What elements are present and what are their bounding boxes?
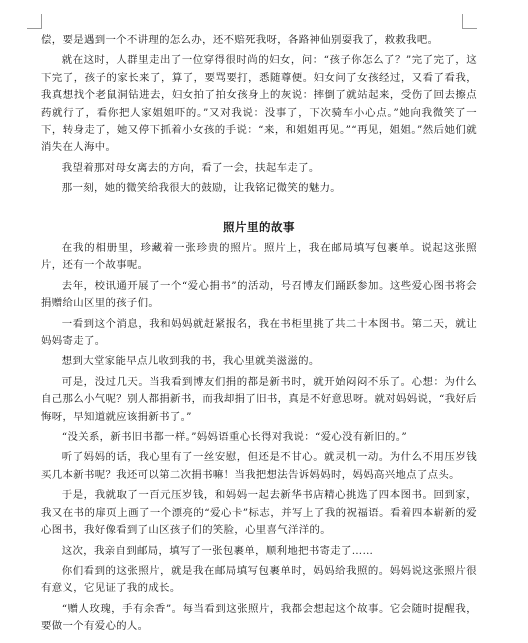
story2-body (41, 240, 477, 639)
story2-paragraph: 可是，没过几天。当我看到博友们捐的都是新书时，就开始闷闷不乐了。心想：为什么自己那么小气呢？别人都捐新书，而我却捐了旧书，真是不好意思呀。就对妈妈说，“我好后悔呀，早知道就应该捐新书了。” (41, 375, 477, 423)
crop-mark-top-left (27, 14, 42, 29)
story2-paragraph: 这次，我亲自到邮局，填写了一张包裹单，顺利地把书寄走了…… (61, 544, 374, 557)
story1-paragraph: 那一刻，她的微笑给我很大的鼓励，让我铭记微笑的魅力。 (61, 182, 342, 195)
story2-paragraph: “赠人玫瑰，手有余香”。每当看到这张照片，我都会想起这个故事。它会随时提醒我，要做一个有爱心的人。 (41, 602, 477, 633)
story2-paragraph: “没关系，新书旧书都一样。”妈妈语重心长得对我说：“爱心没有新旧的。” (61, 431, 408, 444)
story2-paragraph: 想到大堂家能早点儿收到我的书，我心里就美滋滋的。 (61, 355, 320, 368)
story2-paragraph: 你们看到的这张照片，就是我在邮局填写包裹单时，妈妈给我照的。妈妈说这张照片很有意义，它见证了我的成长。 (41, 564, 477, 595)
story1-paragraph: 偿，要是遇到一个不讲理的怎么办，还不赔死我呀，各路神仙别耍我了，救救我吧。 (41, 34, 439, 46)
story1-paragraph: 我望着那对母女离去的方向，看了一会，扶起车走了。 (61, 161, 320, 174)
story2-paragraph: 听了妈妈的话，我心里有了一丝安慰，但还是不甘心。就灵机一动。为什么不用压岁钱买几本新书呢？我还可以第二次捐书嘛！当我把想法告诉妈妈时，妈妈高兴地点了点头。 (41, 451, 477, 481)
story1-body (41, 32, 477, 201)
crop-mark-top-right (462, 14, 477, 29)
story2-paragraph: 一看到这个消息，我和妈妈就赶紧报名，我在书柜里挑了共二十本图书。第二天，就让妈妈寄走了。 (41, 317, 477, 348)
story2-paragraph: 在我的相册里，珍藏着一张珍贵的照片。照片上，我在邮局填写包裹单。说起这张照片，还有一个故事呢。 (41, 242, 477, 272)
story1-paragraph: 就在这时，人群里走出了一位穿得很时尚的妇女，问：“孩子你怎么了？”完了完了，这下完了，孩子的家长来了，算了，要骂要打，悉随尊便。妇女问了女孩经过，又看了看我，我真想找个老鼠洞钻进去，妇女拍了拍女孩身上的灰说：摔倒了就站起来，受伤了回去擦点药就行了，看你把人家姐姐吓的。”又对我说：没事了，下次骑车小心点。”她向我微笑了一下，转身走了，她又停下抓着小女孩的手说：“来，和姐姐再见。”“再见，姐姐。”然后她们就消失在人海中。 (41, 54, 477, 154)
story2-paragraph: 去年，校讯通开展了一个“爱心捐书”的活动，号召博友们踊跃参加。这些爱心图书将会捐赠给山区里的孩子们。 (41, 279, 477, 310)
story2-title: 照片里的故事 (223, 220, 295, 234)
story2-paragraph: 于是，我就取了一百元压岁钱，和妈妈一起去新华书店精心挑选了四本图书。回到家，我又在书的扉页上画了一个漂亮的“爱心卡”标志，并写上了我的祝福语。看着四本崭新的爱心图书，我好像看到了山区孩子们的笑脸，心里喜气洋洋的。 (41, 489, 477, 537)
